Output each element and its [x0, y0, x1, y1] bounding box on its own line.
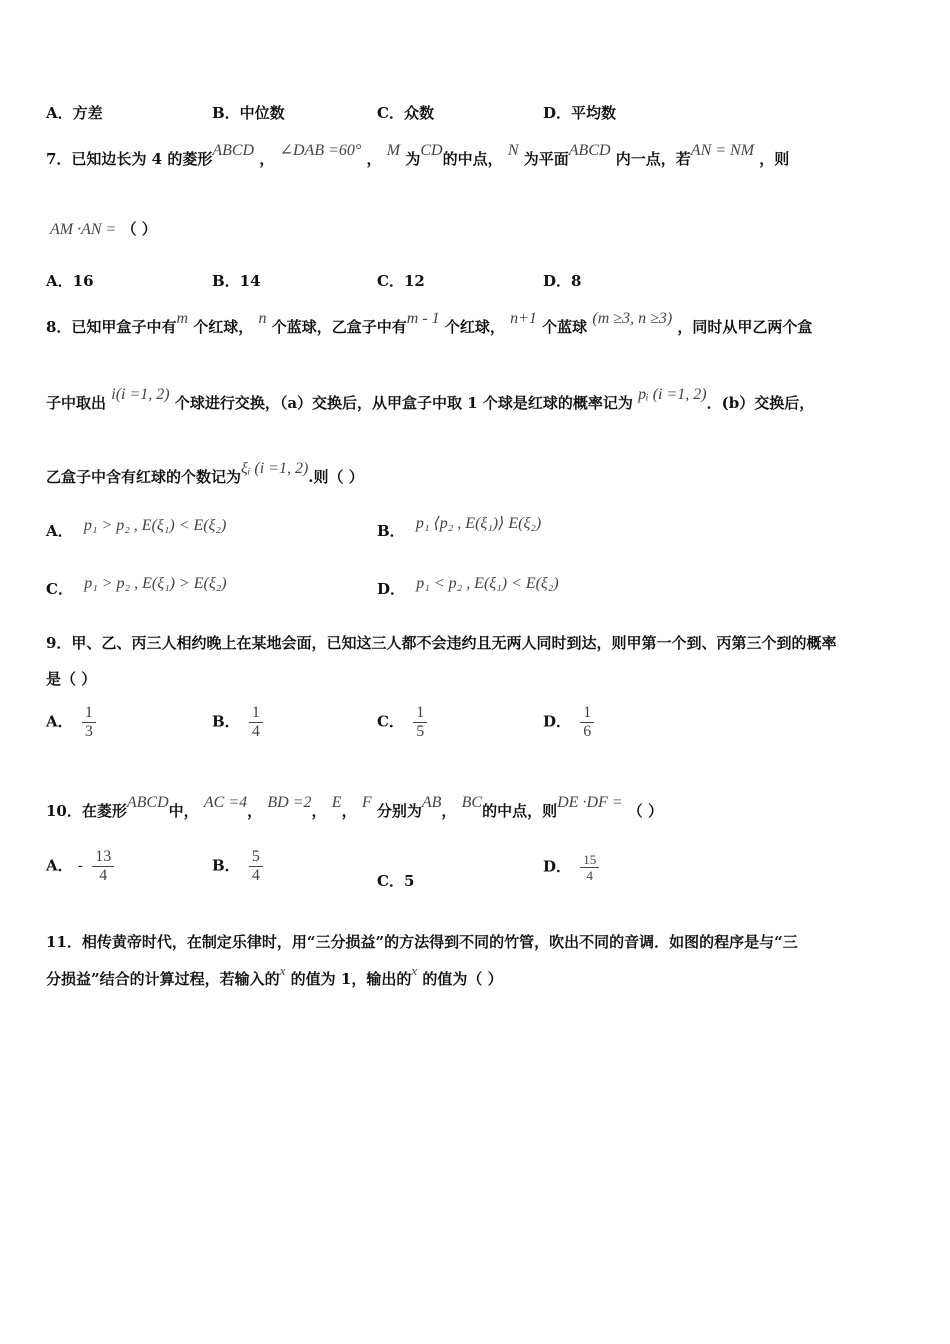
fraction [580, 852, 599, 883]
q7-text: ，则 [759, 150, 790, 168]
numerator: 15 [580, 852, 599, 868]
numerator: 1 [580, 704, 594, 723]
q10-option-d [543, 852, 599, 883]
q8-math: m [176, 310, 189, 327]
fraction [82, 704, 96, 741]
q7-option-b: B．14 [212, 272, 261, 290]
q10-stem [46, 794, 664, 821]
fraction [249, 704, 263, 741]
q9-option-b [212, 704, 263, 741]
q10-text: （ ） [627, 802, 664, 820]
option-label: A． [46, 712, 73, 731]
q7-text: （ ） [121, 220, 157, 238]
q8-math: m - 1 [406, 310, 440, 327]
q7-math: ∠DAB =60° [279, 142, 362, 159]
numerator: 13 [92, 848, 114, 867]
q7-text: 为平面 [523, 150, 569, 168]
q11-text: 分损益”结合的计算过程，若输入的 [46, 970, 280, 988]
q9-stem-line2: 是（ ） [46, 670, 97, 688]
q10-math: DE ·DF = [557, 794, 623, 811]
q7-option-c: C．12 [377, 272, 425, 290]
q8-text: 个蓝球，乙盒子中有 [271, 318, 407, 336]
q11-text: 的值为 1，输出的 [290, 970, 412, 988]
q7-stem [46, 142, 790, 169]
q8-option-d [377, 575, 559, 599]
q11-stem-line1: 11．相传黄帝时代，在制定乐律时，用“三分损益”的方法得到不同的竹管，吹出不同的音调．如图的程序是与“三 [46, 933, 798, 951]
q8-text: .则（ ） [308, 468, 364, 486]
q8-option-a [46, 517, 227, 541]
q10-math: ABCD [126, 794, 169, 811]
q6-option-b: B．中位数 [212, 104, 285, 122]
q6-option-a: A．方差 [46, 104, 103, 122]
fraction [580, 704, 594, 741]
q8-option-d-math: p₁ < p₂ , E(ξ₁) < E(ξ₂) [416, 575, 559, 592]
option-label: D． [543, 857, 572, 876]
q7-text: ， [259, 150, 275, 168]
q7-text: 为 [405, 150, 421, 168]
q7-option-a: A．16 [46, 272, 94, 290]
q8-text: 8．已知甲盒子中有 [46, 318, 177, 336]
option-label: D． [377, 580, 406, 598]
q8-option-a-math: p₁ > p₂ , E(ξ₁) < E(ξ₂) [83, 517, 227, 534]
q7-expression [50, 218, 157, 239]
q7-option-d: D．8 [543, 272, 582, 290]
q8-text: 个红球， [444, 318, 505, 336]
q8-text: ，同时从甲乙两个盒 [677, 318, 813, 336]
q8-math: i(i =1, 2) [111, 386, 170, 403]
q8-text: 个蓝球 [542, 318, 588, 336]
q7-text: ， [366, 150, 382, 168]
q10-math: E [331, 794, 342, 811]
q7-text: 内一点，若 [615, 150, 691, 168]
q9-stem-line1: 9．甲、乙、丙三人相约晚上在某地会面，已知这三人都不会违约且无两人同时到达，则甲第一个到、丙第三个到的概率 [46, 634, 837, 652]
minus-sign: - [77, 856, 83, 875]
q10-math: BC [461, 794, 483, 811]
q10-math: F [361, 794, 372, 811]
q8-text: 个红球， [193, 318, 254, 336]
q9-option-d [543, 704, 594, 741]
fraction [413, 704, 427, 741]
option-label: B． [377, 522, 405, 540]
fraction [249, 848, 263, 885]
option-label: A． [46, 522, 73, 540]
q7-math: AM ·AN = [50, 221, 117, 238]
q8-text: ．(b）交换后， [706, 394, 815, 412]
q7-math: M [386, 142, 401, 159]
numerator: 1 [249, 704, 263, 723]
option-label: C． [46, 580, 73, 598]
denominator: 6 [583, 723, 592, 740]
numerator: 1 [413, 704, 427, 723]
q6-option-d: D．平均数 [543, 104, 617, 122]
q10-text: 的中点，则 [482, 802, 558, 820]
q10-text: ， [311, 802, 327, 820]
q10-option-b [212, 848, 263, 885]
q11-text: 的值为（ ） [422, 970, 503, 988]
q8-math: (m ≥3, n ≥3) [592, 310, 673, 327]
denominator: 4 [99, 867, 108, 884]
q10-text: 分别为 [376, 802, 422, 820]
q7-math: CD [420, 142, 443, 159]
q10-option-a [46, 848, 114, 885]
q10-math: AB [421, 794, 442, 811]
q10-text: 10．在菱形 [46, 802, 127, 820]
q8-math: ξᵢ (i =1, 2) [241, 460, 309, 477]
option-label: B． [212, 856, 240, 875]
q7-math: ABCD [212, 142, 255, 159]
q8-text: 个球进行交换，（a）交换后，从甲盒子中取 1 个球是红球的概率记为 [174, 394, 633, 412]
q7-math: N [507, 142, 519, 159]
q10-option-c: C．5 [377, 872, 415, 890]
denominator: 4 [586, 868, 593, 883]
q8-option-c-math: p₁ > p₂ , E(ξ₁) > E(ξ₂) [84, 575, 227, 592]
q10-text: ， [341, 802, 357, 820]
q9-option-c [377, 704, 427, 741]
q8-stem-line3 [46, 460, 364, 487]
q6-option-c: C．众数 [377, 104, 434, 122]
fraction [92, 848, 114, 885]
denominator: 4 [251, 867, 260, 884]
q7-text: 的中点， [442, 150, 503, 168]
option-label: C． [377, 712, 404, 731]
q7-math: ABCD [568, 142, 611, 159]
q8-text: 子中取出 [46, 394, 107, 412]
q10-math: AC =4 [203, 794, 248, 811]
denominator: 3 [84, 723, 93, 740]
numerator: 5 [249, 848, 263, 867]
q8-stem-line2 [46, 386, 815, 413]
q8-text: 乙盒子中含有红球的个数记为 [46, 468, 242, 486]
option-label: D． [543, 712, 572, 731]
option-label: A． [46, 856, 73, 875]
q11-stem-line2 [46, 963, 503, 989]
q8-option-b-math: p₁ ⟨p₂ , E(ξ₁)⟩ E(ξ₂) [415, 515, 542, 532]
denominator: 5 [416, 723, 425, 740]
q10-text: 中， [168, 802, 199, 820]
q8-math: n [258, 310, 267, 327]
q8-option-c [46, 575, 227, 599]
q8-option-b [377, 515, 542, 541]
q10-text: ， [441, 802, 457, 820]
q11-math: x [279, 963, 286, 978]
q8-stem-line1 [46, 310, 813, 337]
q11-math: x [411, 963, 418, 978]
q8-math: n+1 [510, 310, 537, 327]
numerator: 1 [82, 704, 96, 723]
option-label: B． [212, 712, 240, 731]
q7-math: AN = NM [690, 142, 755, 159]
q8-math: pᵢ (i =1, 2) [638, 386, 707, 403]
q9-option-a [46, 704, 96, 741]
denominator: 4 [251, 723, 260, 740]
q10-text: ， [247, 802, 263, 820]
q7-text: 7．已知边长为 4 的菱形 [46, 150, 213, 168]
q10-math: BD =2 [267, 794, 312, 811]
